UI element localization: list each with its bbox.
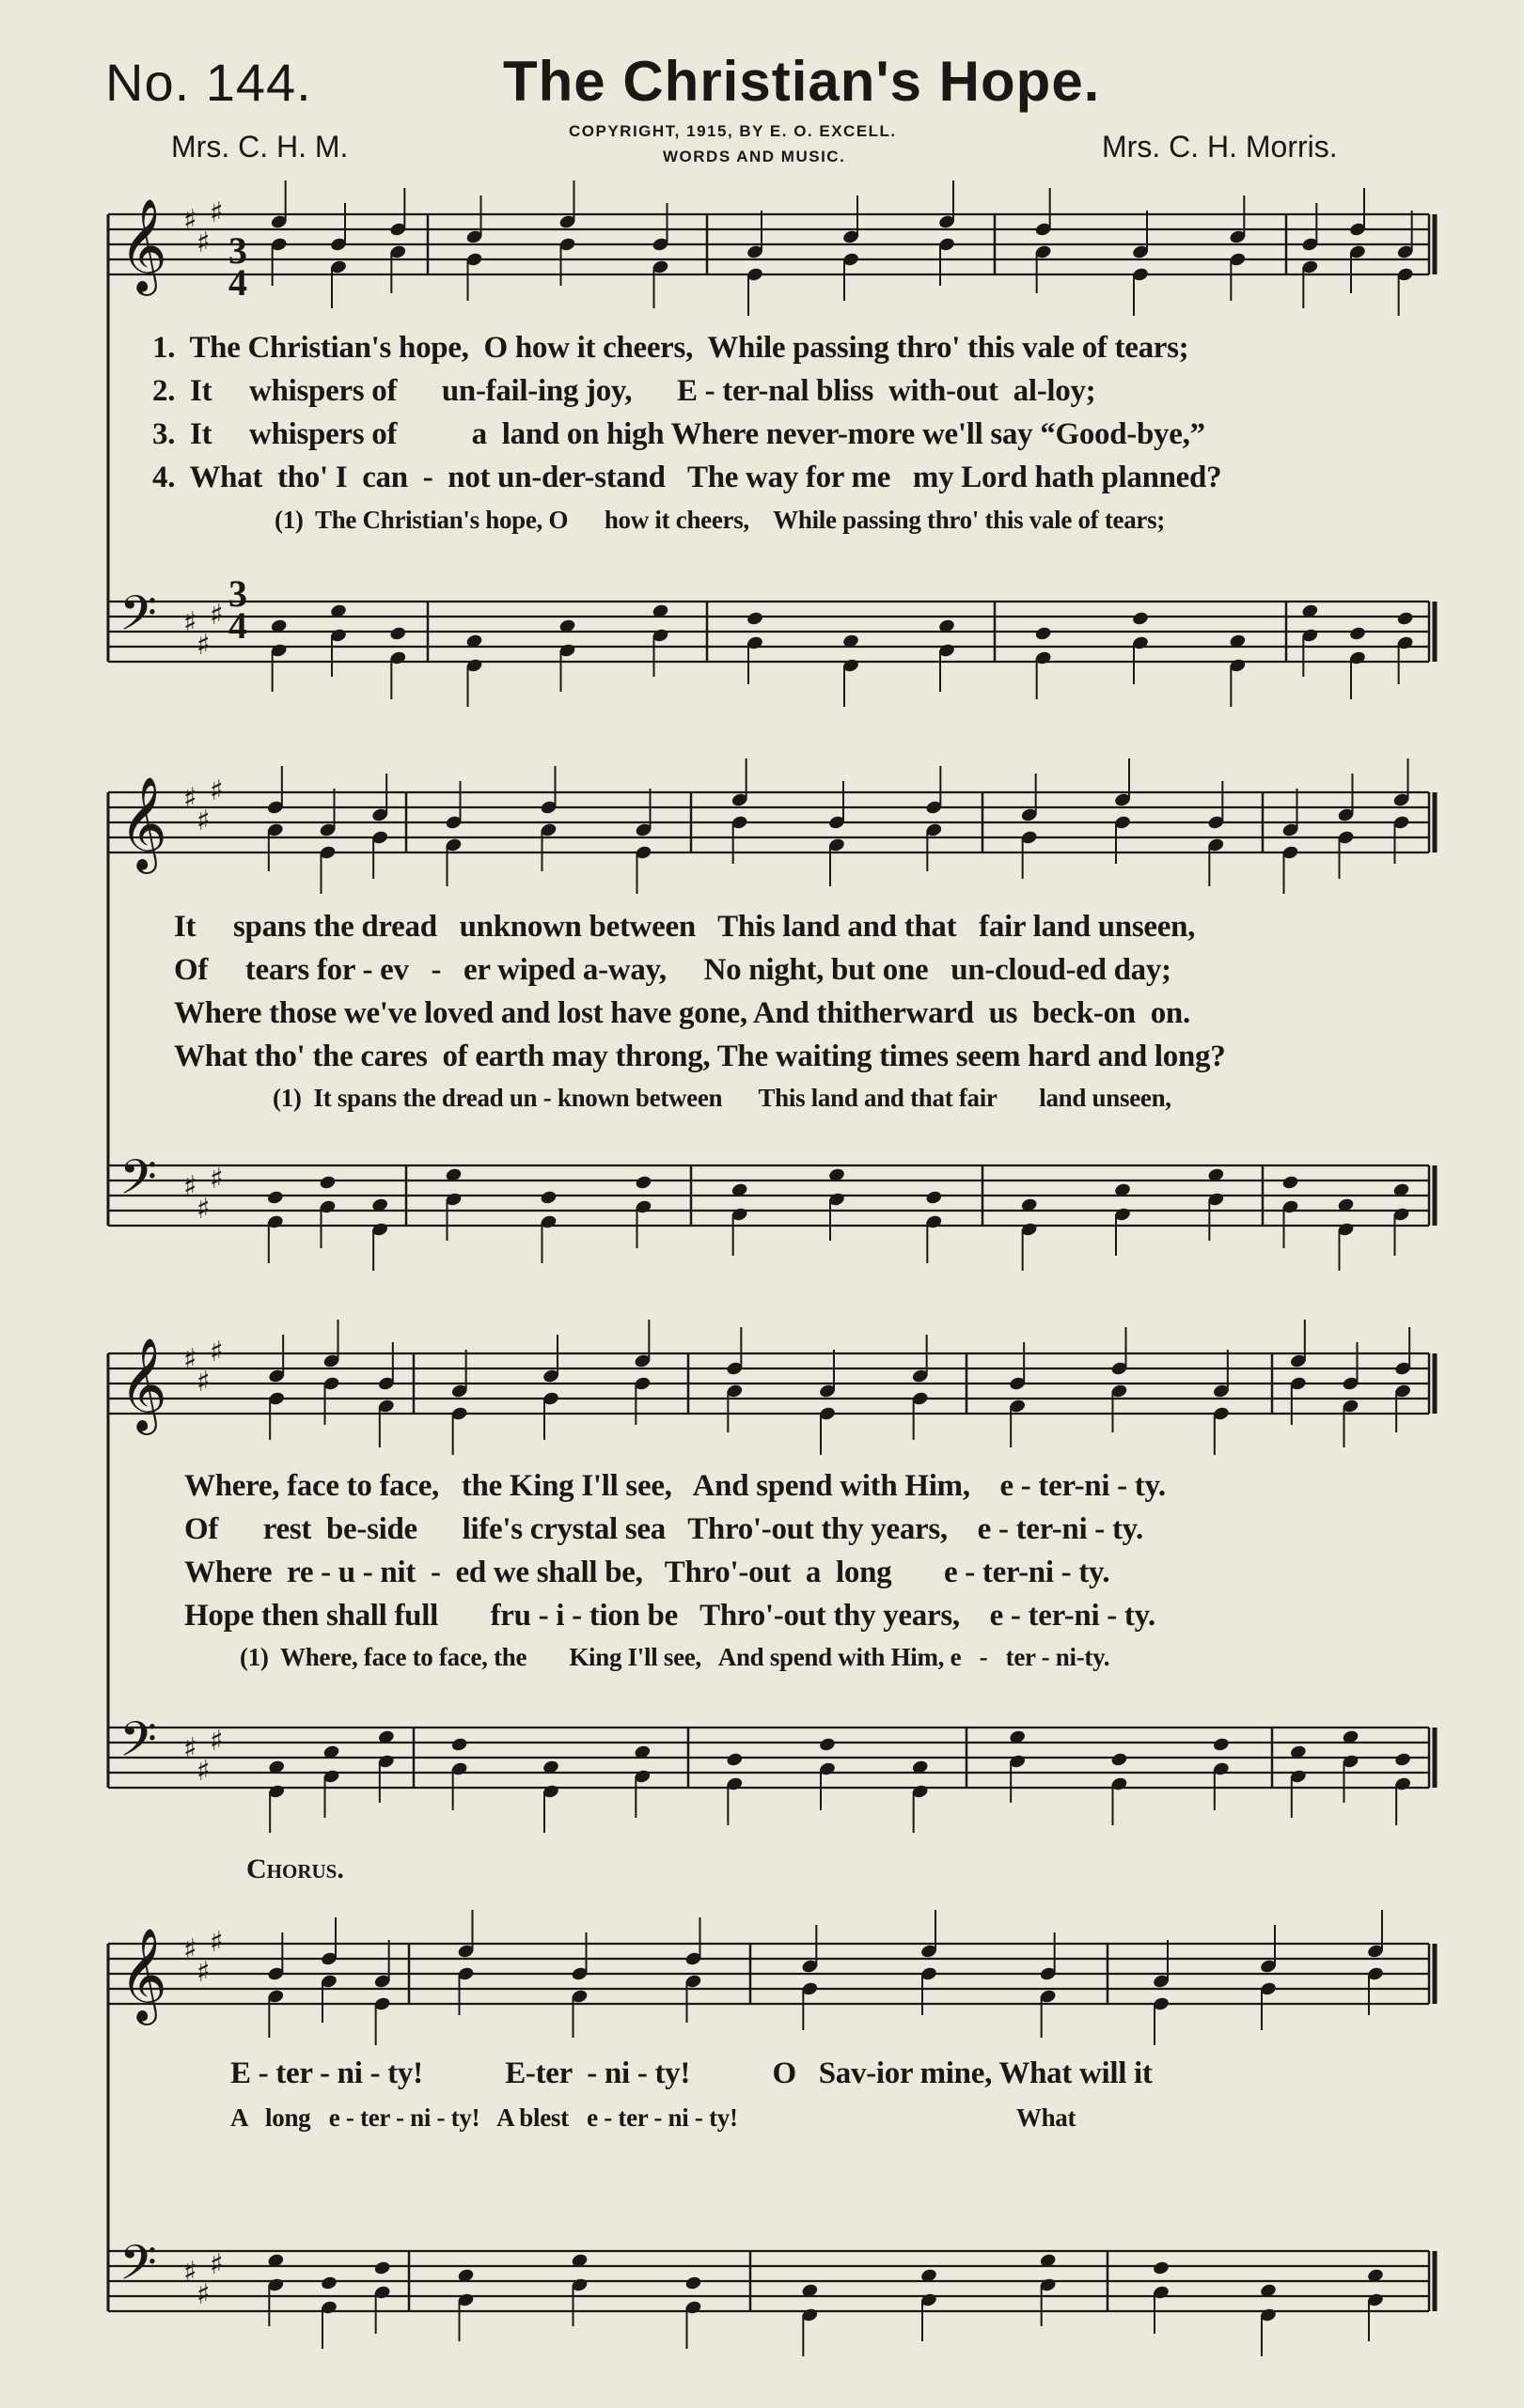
hymn-number: No. 144. [105,53,312,112]
sharp-icon: ♯ [210,1926,224,1959]
system-3-verse-4: Hope then shall full fru - i - tion be Thro'-out thy years, e - ter-ni - ty. [184,1599,1155,1633]
hymn-title: The Christian's Hope. [503,50,1101,113]
sharp-icon: ♯ [183,1170,197,1203]
sharp-icon: ♯ [183,204,197,237]
note-head [319,1175,337,1191]
note-head [635,1175,652,1191]
sharp-icon: ♯ [183,782,197,815]
copyright-note: WORDS AND MUSIC. [663,148,846,165]
sharp-icon: ♯ [196,1366,211,1399]
chorus-lyric-line: E - ter - ni - ty! E-ter - ni - ty! O Sav-ior mine, What will it [230,2056,1153,2090]
chorus-label: Chorus. [246,1853,344,1884]
chorus-refrain: A long e - ter - ni - ty! A blest e - ter - ni - ty! What [230,2103,1076,2132]
note-head [1212,1737,1230,1753]
note-head [320,2275,338,2291]
system-2-verse-2: Of tears for - ev - er wiped a-way, No night, but one un-cloud-ed day; [174,953,1171,987]
note-head [1131,611,1149,627]
sharp-icon: ♯ [183,606,197,639]
bass-clef-icon: 𝄢 [119,1149,157,1217]
note-head [1110,1752,1128,1768]
sharp-icon: ♯ [196,1956,211,1989]
system-2-verse-1: It spans the dread unknown between This land and that fair land unseen, [174,910,1196,944]
sharp-icon: ♯ [196,227,211,259]
system-2-refrain: (1) It spans the dread un - known between This land and that fair land unseen, [273,1084,1171,1112]
system-3-verse-2: Of rest be-side life's crystal sea Thro'-out thy years, e - ter-ni - ty. [184,1512,1143,1546]
note-head [1152,2260,1170,2276]
sharp-icon: ♯ [210,2248,224,2281]
note-head [266,1190,284,1206]
sharp-icon: ♯ [196,805,211,837]
note-head [1348,626,1366,642]
note-head [925,1190,943,1206]
system-3-refrain: (1) Where, face to face, the King I'll see, And spend with Him, e - ter - ni-ty. [240,1643,1110,1671]
time-sig-top: 3 [228,229,247,272]
clefs-and-keys [119,196,224,2311]
time-sig-bottom-bass: 4 [228,604,247,647]
sharp-icon: ♯ [210,599,224,632]
bass-clef-icon: 𝄢 [119,2234,157,2303]
note-head [389,626,407,642]
sharp-icon: ♯ [210,1163,224,1196]
time-sig-bottom: 4 [228,261,247,304]
note-head [746,611,763,627]
sharp-icon: ♯ [196,1193,211,1226]
sharp-icon: ♯ [196,629,211,662]
note-head [373,2260,391,2276]
sharp-icon: ♯ [210,196,224,229]
treble-clef-icon: 𝄞 [119,1928,167,2022]
note-head [1281,1175,1299,1191]
system-3-verse-3: Where re - u - nit - ed we shall be, Thro'-out a long e - ter-ni - ty. [184,1556,1110,1589]
treble-clef-icon: 𝄞 [119,198,167,292]
system-2-verse-3: Where those we've loved and lost have gone, And thitherward us beck-on on. [174,996,1190,1030]
note-head [450,1737,468,1753]
system-1-refrain: (1) The Christian's hope, O how it cheers, While passing thro' this vale of tears; [275,506,1165,534]
system-3-verse-1: Where, face to face, the King I'll see, And spend with Him, e - ter-ni - ty. [184,1469,1166,1503]
system-1-verse-3: 3. It whispers of a land on high Where never-more we'll say “Good-bye,” [152,417,1205,451]
sharp-icon: ♯ [183,1933,197,1966]
sharp-icon: ♯ [196,2278,211,2311]
sharp-icon: ♯ [210,1336,224,1368]
system-1-verse-2: 2. It whispers of un-fail-ing joy, E - ter-nal bliss with-out al-loy; [152,374,1096,408]
note-head [684,2275,702,2291]
note-head [818,1737,836,1753]
time-sig-top-bass: 3 [228,572,247,615]
treble-clef-icon: 𝄞 [119,776,167,870]
note-head [1394,1752,1412,1768]
sharp-icon: ♯ [210,774,224,807]
system-2-verse-4: What tho' the cares of earth may throng, The waiting times seem hard and long? [174,1040,1226,1073]
note-head [1396,611,1414,627]
sharp-icon: ♯ [183,1732,197,1765]
sharp-icon: ♯ [183,1343,197,1376]
system-1-verse-4: 4. What tho' I can - not un-der-stand The way for me my Lord hath planned? [152,461,1222,494]
sharp-icon: ♯ [196,1755,211,1788]
music-composer: Mrs. C. H. Morris. [1102,130,1338,164]
note-head [540,1190,558,1206]
bass-clef-icon: 𝄢 [119,1711,157,1779]
note-head [1034,626,1052,642]
words-author: Mrs. C. H. M. [171,130,349,164]
bass-clef-icon: 𝄢 [119,585,157,653]
system-1-verse-1: 1. The Christian's hope, O how it cheers, While passing thro' this vale of tears; [152,331,1189,365]
sharp-icon: ♯ [183,2256,197,2289]
sharp-icon: ♯ [210,1725,224,1758]
copyright-line: COPYRIGHT, 1915, BY E. O. EXCELL. [569,122,897,140]
note-head [726,1752,744,1768]
treble-clef-icon: 𝄞 [119,1337,167,1431]
